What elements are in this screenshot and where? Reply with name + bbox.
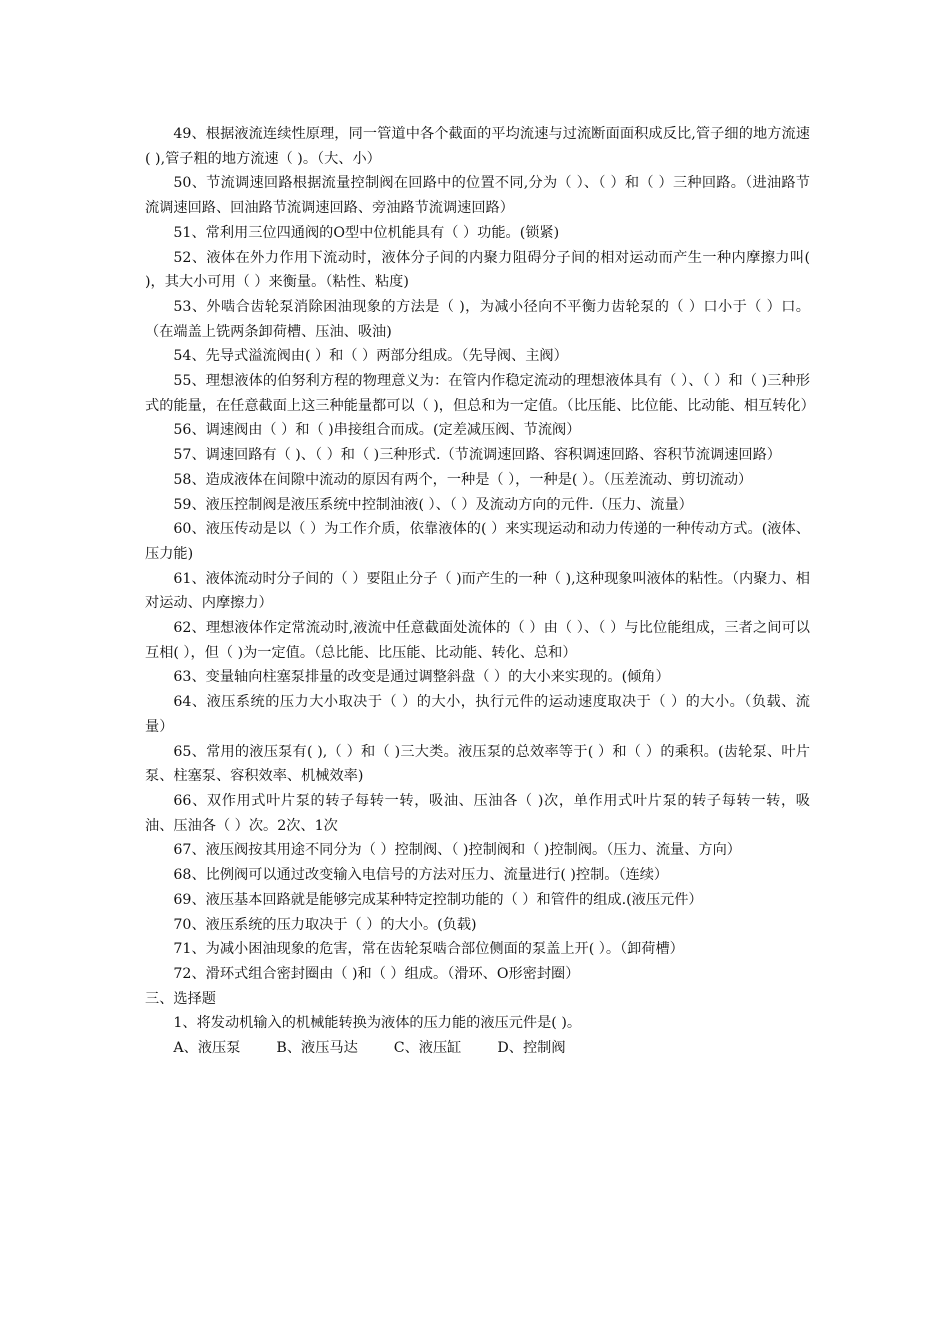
question-60: 60、液压传动是以（ ）为工作介质，依靠液体的( ）来实现运动和动力传递的一种传动方式。(液体、压力能) bbox=[145, 521, 810, 562]
question-59: 59、液压控制阀是液压系统中控制油液( ）、（ ）及流动方向的元件.（压力、流量） bbox=[173, 496, 693, 513]
option-b: B、液压马达 bbox=[276, 1040, 358, 1057]
option-d: D、控制阀 bbox=[497, 1040, 566, 1057]
question-63: 63、变量轴向柱塞泵排量的改变是通过调整斜盘（ ）的大小来实现的。(倾角） bbox=[173, 669, 670, 686]
question-67: 67、液压阀按其用途不同分为（ ）控制阀、（ )控制阀和（ )控制阀。（压力、流量、方向） bbox=[173, 842, 741, 859]
question-65: 65、常用的液压泵有( ),（ ）和（ )三大类。液压泵的总效率等于( ）和（ ）的乘积。(齿轮泵、叶片泵、柱塞泵、容积效率、机械效率) bbox=[145, 743, 810, 785]
question-71: 71、为减小困油现象的危害，常在齿轮泵啮合部位侧面的泵盖上开( ）。（卸荷槽） bbox=[173, 941, 684, 958]
choice-question-1: 1、将发动机输入的机械能转换为液体的压力能的液压元件是( )。 bbox=[173, 1015, 582, 1032]
question-55: 55、理想液体的伯努利方程的物理意义为：在管内作稳定流动的理想液体具有（ ）、（ ）和（ )三种形式的能量，在任意截面上这三种能量都可以（ )，但总和为一定值。（比压能、比位能、比动能、相互转化） bbox=[145, 373, 815, 414]
question-70: 70、液压系统的压力取决于（ ）的大小。(负载) bbox=[173, 916, 477, 933]
question-66: 66、双作用式叶片泵的转子每转一转，吸油、压油各（ )次，单作用式叶片泵的转子每转一转，吸油、压油各（ ）次。2次、1次 bbox=[145, 792, 810, 834]
question-58: 58、造成液体在间隙中流动的原因有两个，一种是（ ），一种是( ）。（压差流动、剪切流动） bbox=[173, 471, 753, 488]
option-c: C、液压缸 bbox=[393, 1040, 462, 1057]
question-53: 53、外啮合齿轮泵消除困油现象的方法是（ )，为减小径向不平衡力齿轮泵的（ ）口小于（ ）口。（在端盖上铣两条卸荷槽、压油、吸油) bbox=[145, 298, 810, 340]
question-56: 56、调速阀由（ ）和（ )串接组合而成。(定差减压阀、节流阀） bbox=[173, 422, 581, 439]
question-68: 68、比例阀可以通过改变输入电信号的方法对压力、流量进行( )控制。（连续） bbox=[173, 867, 669, 884]
question-72: 72、滑环式组合密封圈由（ )和（ ）组成。（滑环、O形密封圈） bbox=[173, 965, 580, 982]
question-69: 69、液压基本回路就是能够完成某种特定控制功能的（ ）和管件的组成.(液压元件） bbox=[173, 891, 703, 908]
question-62: 62、理想液体作定常流动时,液流中任意截面处流体的（ ）由（ ）、（ ）与比位能组成，三者之间可以互相( ），但（ )为一定值。（总比能、比压能、比动能、转化、总和） bbox=[145, 620, 810, 661]
option-a: A、液压泵 bbox=[173, 1040, 241, 1057]
question-64: 64、液压系统的压力大小取决于（ ）的大小，执行元件的运动速度取决于（ ）的大小。（负载、流量） bbox=[145, 694, 810, 735]
question-57: 57、调速回路有（ )、（ ）和（ )三种形式.（节流调速回路、容积调速回路、容积节流调速回路） bbox=[173, 447, 781, 464]
question-50: 50、节流调速回路根据流量控制阀在回路中的位置不同,分为（ ）、（ ）和（ ）三种回路。（进油路节流调速回路、回油路节流调速回路、旁油路节流调速回路） bbox=[145, 175, 810, 217]
question-49: 49、根据液流连续性原理，同一管道中各个截面的平均流速与过流断面面积成反比,管子细的地方流速( ),管子粗的地方流速（ )。（大、小） bbox=[145, 126, 810, 167]
choice-options bbox=[145, 1036, 810, 1061]
page-content bbox=[145, 122, 815, 1061]
question-52: 52、液体在外力作用下流动时，液体分子间的内聚力阻碍分子间的相对运动而产生一种内摩擦力叫( )，其大小可用（ ）来衡量。（粘性、粘度) bbox=[145, 249, 810, 291]
question-54: 54、先导式溢流阀由( ）和（ ）两部分组成。（先导阀、主阀） bbox=[173, 348, 568, 365]
question-61: 61、液体流动时分子间的（ ）要阻止分子（ )而产生的一种（ ),这种现象叫液体的粘性。（内聚力、相对运动、内摩擦力） bbox=[145, 570, 810, 612]
question-51: 51、常利用三位四通阀的O型中位机能具有（ ）功能。(锁紧) bbox=[173, 224, 560, 241]
section-heading: 三、选择题 bbox=[145, 990, 216, 1007]
